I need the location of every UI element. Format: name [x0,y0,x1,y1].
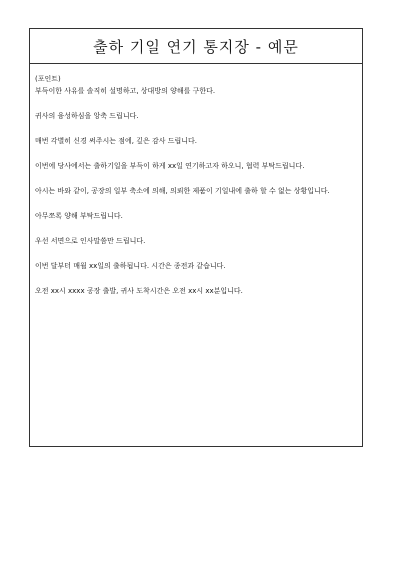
paragraph-point-summary: 부득이한 사유를 솔직히 설명하고, 상대방의 양해를 구한다. [35,87,216,95]
point-label: (포인트) [35,75,61,83]
paragraph-greeting: 귀사의 융성하심을 앙축 드립니다. [35,112,139,120]
paragraph-reason: 아시는 바와 같이, 공장의 일부 축소에 의해, 의뢰한 제품이 기일내에 출하 할 수 없는 상황입니다. [35,187,330,195]
paragraph-closing: 우선 서면으로 인사말씀만 드립니다. [35,237,146,245]
paragraph-departure-time: 오전 xx시 xxxx 공장 출발, 귀사 도착시간은 오전 xx시 xx분입니다. [35,287,243,295]
paragraph-request: 아무쪼록 양해 부탁드립니다. [35,212,123,220]
paragraph-thanks: 매번 각별히 신경 써주시는 점에, 깊은 감사 드립니다. [35,137,198,145]
document-body [30,64,362,296]
document-title: 출하 기일 연기 통지장 - 예문 [93,37,299,56]
paragraph-delay-notice: 이번에 당사에서는 출하기일을 부득이 하게 xx일 연기하고자 하오니, 협력 부탁드립니다. [35,162,305,170]
paragraph-schedule: 이번 달부터 매월 xx일의 출하됩니다. 시간은 종전과 같습니다. [35,262,226,270]
document-frame [29,28,363,447]
title-bar [30,29,362,64]
